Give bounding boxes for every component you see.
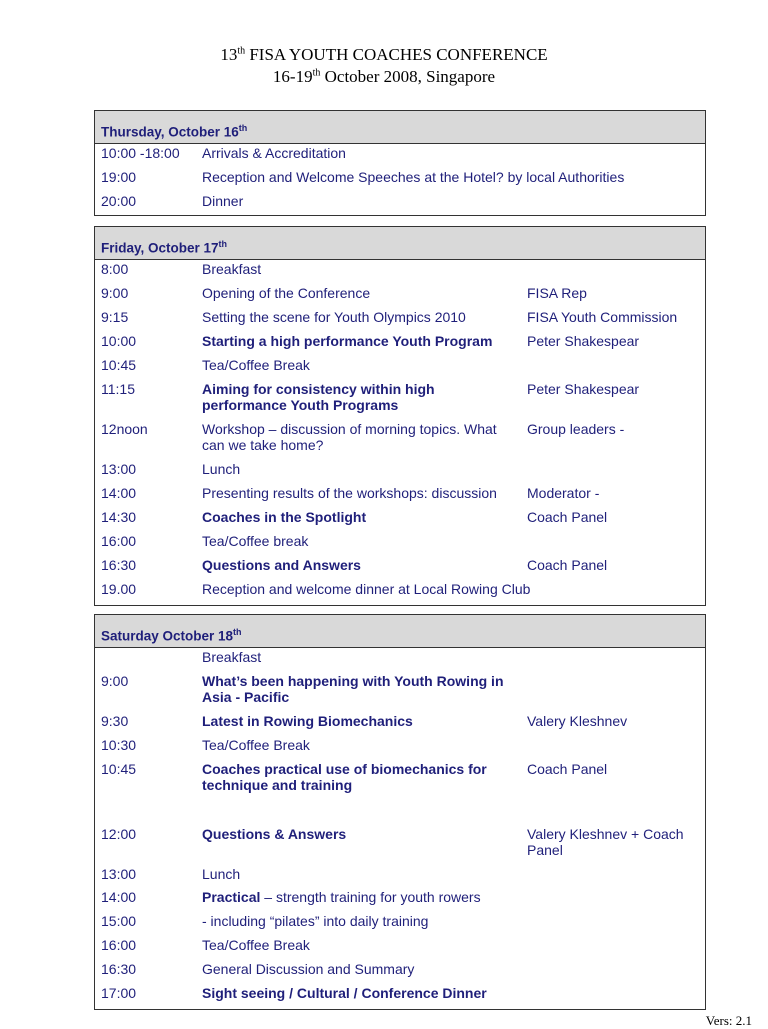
activity: Aiming for consistency within high performance Youth Programs (202, 381, 435, 413)
time: 15:00 (101, 913, 137, 929)
activity: Lunch (202, 461, 241, 477)
activity: Practical – strength training for youth rowers (202, 889, 481, 905)
schedule-row (95, 912, 705, 936)
time: 13:00 (101, 866, 137, 882)
schedule-row (95, 580, 705, 604)
activity: Tea/Coffee break (202, 533, 309, 549)
time: 19:00 (101, 169, 137, 185)
schedule-row (95, 380, 705, 420)
schedule-row (95, 532, 705, 556)
time: 16:30 (101, 961, 137, 977)
presenter: Coach Panel (527, 761, 608, 777)
activity: - including “pilates” into daily training (202, 913, 429, 929)
activity: General Discussion and Summary (202, 961, 415, 977)
schedule-row (95, 308, 705, 332)
activity: Sight seeing / Cultural / Conference Dinner (202, 985, 487, 1001)
schedule-row (95, 556, 705, 580)
time: 16:30 (101, 557, 137, 573)
presenter: Coach Panel (527, 509, 608, 525)
activity: Breakfast (202, 649, 262, 665)
activity: Questions & Answers (202, 826, 347, 842)
day-friday (94, 226, 706, 606)
activity: Starting a high performance Youth Program (202, 333, 493, 349)
schedule-row (95, 192, 705, 216)
activity: Reception and welcome dinner at Local Rowing Club (202, 581, 531, 597)
schedule-row (95, 144, 705, 168)
presenter: Peter Shakespear (527, 381, 640, 397)
schedule-row (95, 168, 705, 192)
time: 10:00 -18:00 (101, 145, 180, 161)
presenter: Moderator - (527, 485, 600, 501)
activity: Dinner (202, 193, 244, 209)
activity: Tea/Coffee Break (202, 937, 310, 953)
schedule-row (95, 648, 705, 672)
activity: Opening of the Conference (202, 285, 371, 301)
schedule-row (95, 760, 705, 825)
activity: Reception and Welcome Speeches at the Hotel? by local Authorities (202, 169, 625, 185)
day-header: Thursday, October 16th (95, 111, 705, 144)
activity: Workshop – discussion of morning topics. What can we take home? (202, 421, 497, 453)
activity: Tea/Coffee Break (202, 737, 310, 753)
day-saturday (94, 614, 706, 1010)
time: 9:15 (101, 309, 129, 325)
time: 10:00 (101, 333, 137, 349)
schedule-row (95, 484, 705, 508)
day-header: Saturday October 18th (95, 615, 705, 648)
day-header: Friday, October 17th (95, 227, 705, 260)
activity: Latest in Rowing Biomechanics (202, 713, 413, 729)
schedule-row (95, 888, 705, 912)
activity: Setting the scene for Youth Olympics 2010 (202, 309, 466, 325)
schedule-row (95, 332, 705, 356)
time: 9:00 (101, 285, 129, 301)
presenter: FISA Rep (527, 285, 587, 301)
time: 12noon (101, 421, 148, 437)
time: 17:00 (101, 985, 137, 1001)
time: 16:00 (101, 533, 137, 549)
schedule-row (95, 356, 705, 380)
schedule-row (95, 260, 705, 284)
time: 9:30 (101, 713, 129, 729)
schedule-row (95, 984, 705, 1008)
activity: Breakfast (202, 261, 262, 277)
time: 14:00 (101, 485, 137, 501)
schedule-row (95, 825, 705, 865)
time: 16:00 (101, 937, 137, 953)
activity: Questions and Answers (202, 557, 361, 573)
presenter: FISA Youth Commission (527, 309, 678, 325)
time: 20:00 (101, 193, 137, 209)
time: 8:00 (101, 261, 129, 277)
activity: Coaches in the Spotlight (202, 509, 367, 525)
time: 11:15 (101, 381, 135, 397)
day-thursday (94, 110, 706, 216)
time: 14:00 (101, 889, 137, 905)
activity: What’s been happening with Youth Rowing in Asia - Pacific (202, 673, 504, 705)
schedule-row (95, 508, 705, 532)
activity: Lunch (202, 866, 241, 882)
conference-title: 13th FISA YOUTH COACHES CONFERENCE (220, 45, 548, 64)
presenter: Coach Panel (527, 557, 608, 573)
activity: Coaches practical use of biomechanics for technique and training (202, 761, 487, 793)
conference-dates: 16-19th October 2008, Singapore (272, 67, 496, 86)
schedule-row (95, 460, 705, 484)
presenter: Valery Kleshnev (527, 713, 628, 729)
time: 10:45 (101, 761, 137, 777)
version-label: Vers: 2.1 (705, 1013, 752, 1028)
time: 12:00 (101, 826, 137, 842)
activity: Presenting results of the workshops: discussion (202, 485, 497, 501)
schedule-row (95, 736, 705, 760)
schedule-row (95, 936, 705, 960)
schedule-row (95, 865, 705, 888)
time: 19.00 (101, 581, 137, 597)
time: 9:00 (101, 673, 129, 689)
activity: Tea/Coffee Break (202, 357, 310, 373)
time: 10:30 (101, 737, 137, 753)
schedule-row (95, 284, 705, 308)
time: 14:30 (101, 509, 137, 525)
presenter: Group leaders - (527, 421, 625, 437)
schedule-row (95, 672, 705, 712)
activity: Arrivals & Accreditation (202, 145, 346, 161)
schedule-row (95, 712, 705, 736)
time: 10:45 (101, 357, 137, 373)
time: 13:00 (101, 461, 137, 477)
presenter: Valery Kleshnev + Coach Panel (527, 826, 684, 858)
schedule-row (95, 420, 705, 460)
schedule-row (95, 960, 705, 984)
presenter: Peter Shakespear (527, 333, 640, 349)
